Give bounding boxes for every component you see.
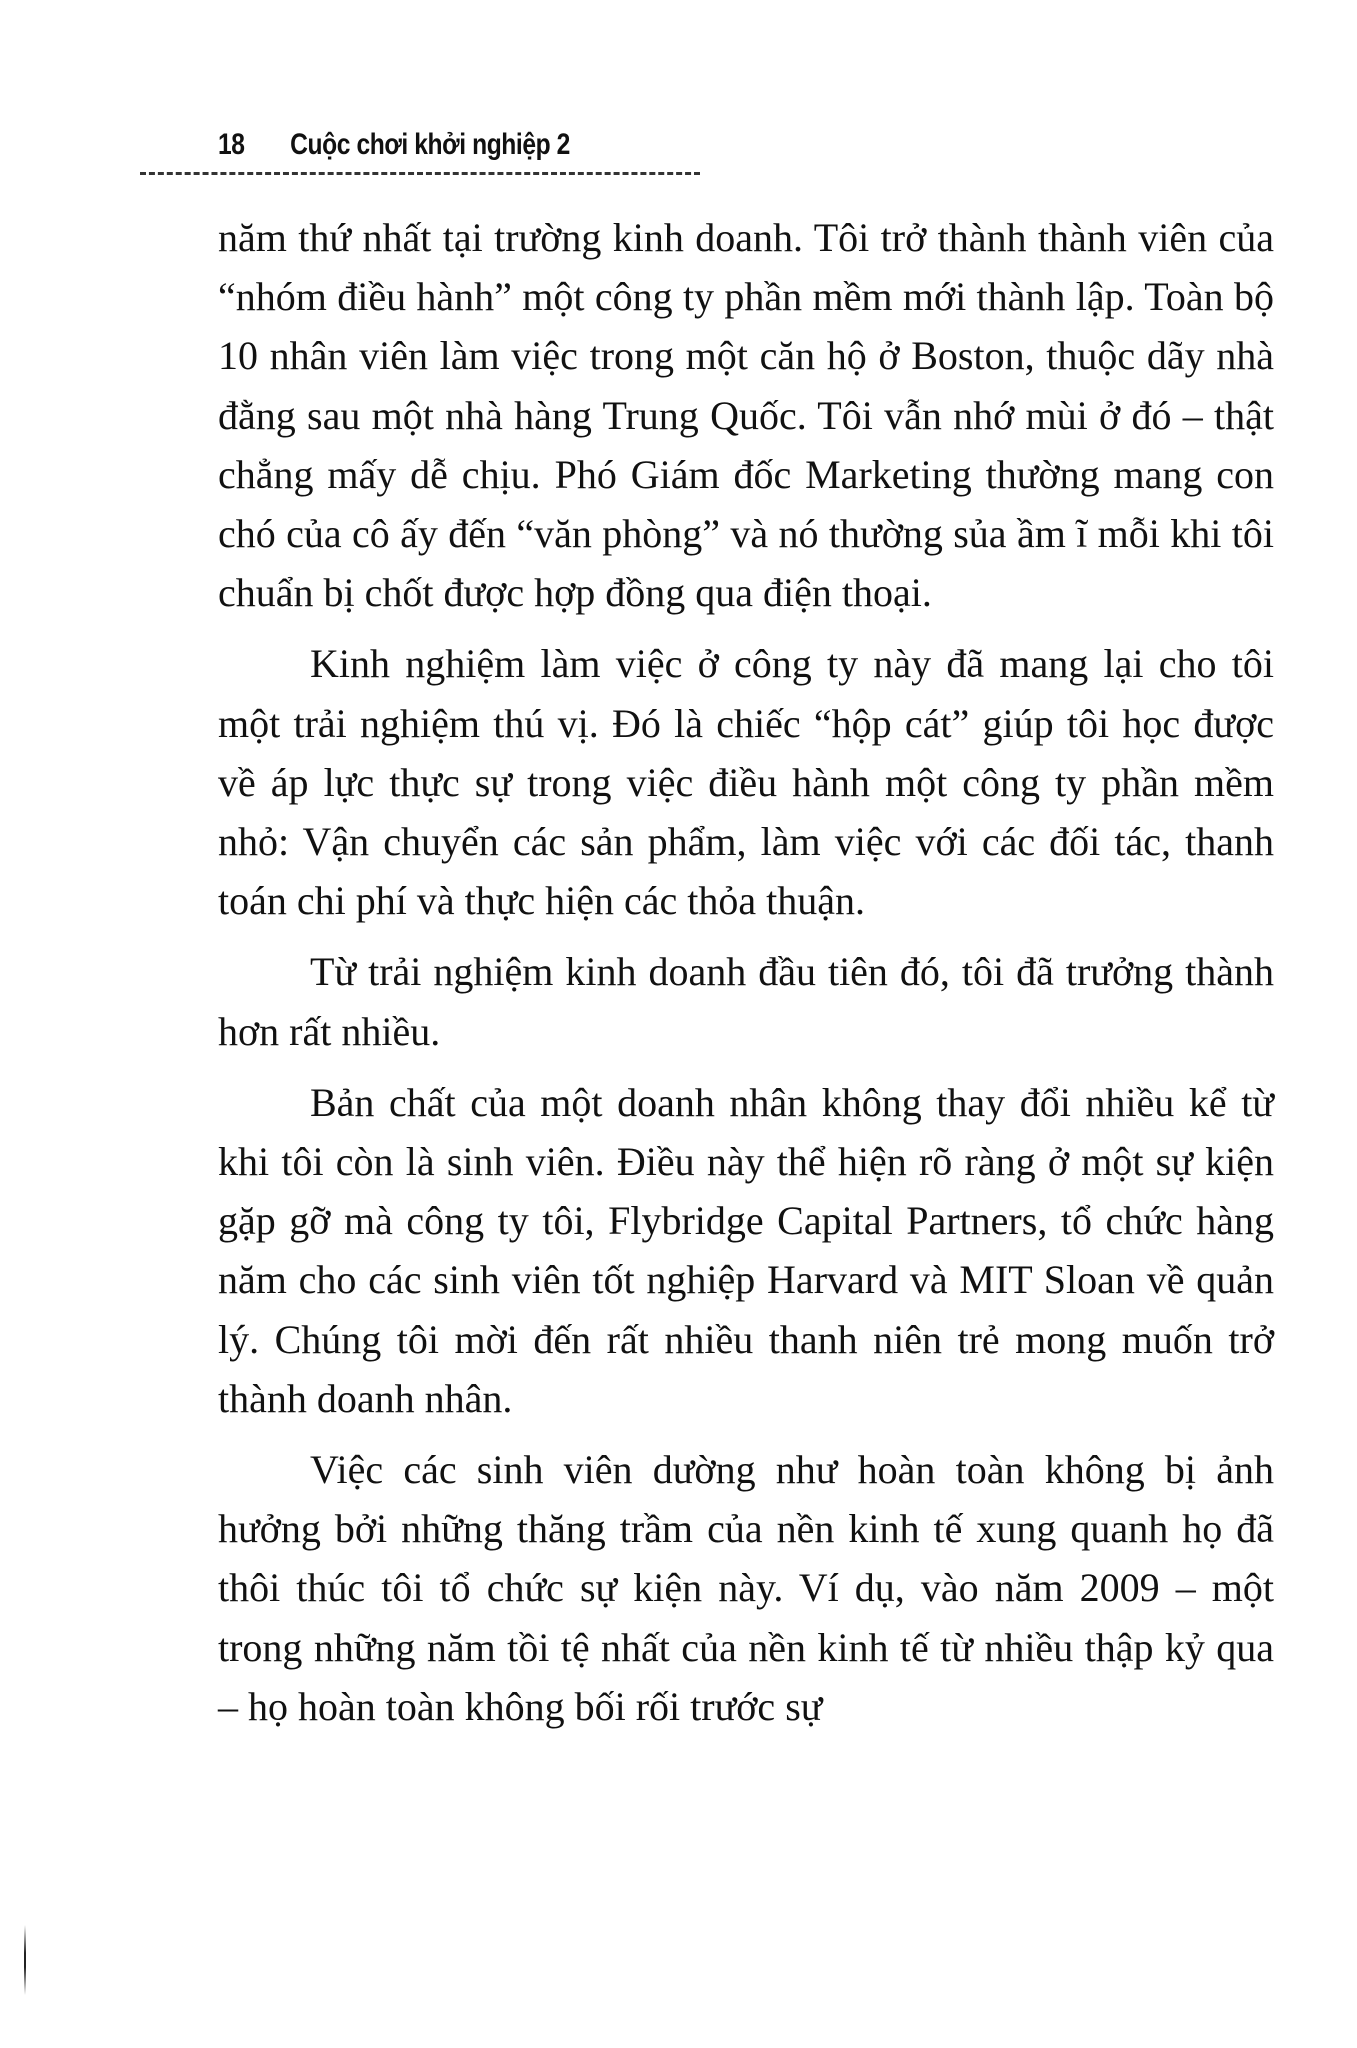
running-header	[218, 128, 570, 162]
paragraph: Kinh nghiệm làm việc ở công ty này đã mang lại cho tôi một trải nghiệm thú vị. Đó là chiếc “hộp cát” giúp tôi học được về áp lực thực sự trong việc điều hành một công ty phần mềm nhỏ: Vận chuyển các sản phẩm, làm việc với các đối tác, thanh toán chi phí và thực hiện các thỏa thuận.	[218, 641, 1274, 924]
header-dashed-rule	[140, 172, 700, 175]
paragraph: Việc các sinh viên dường như hoàn toàn không bị ảnh hưởng bởi những thăng trầm của nền kinh tế xung quanh họ đã thôi thúc tôi tổ chức sự kiện này. Ví dụ, vào năm 2009 – một trong những năm tồi tệ nhất của nền kinh tế từ nhiều thập kỷ qua – họ hoàn toàn không bối rối trước sự	[218, 1447, 1274, 1729]
running-title: Cuộc chơi khởi nghiệp 2	[290, 128, 570, 161]
paragraph: Bản chất của một doanh nhân không thay đổi nhiều kể từ khi tôi còn là sinh viên. Điều này thể hiện rõ ràng ở một sự kiện gặp gỡ mà công ty tôi, Flybridge Capital Partners, tổ chức hàng năm cho các sinh viên tốt nghiệp Harvard và MIT Sloan về quản lý. Chúng tôi mời đến rất nhiều thanh niên trẻ mong muốn trở thành doanh nhân.	[218, 1079, 1274, 1421]
page-number: 18	[218, 128, 245, 161]
scan-margin-mark	[24, 1925, 26, 1995]
paragraph: Từ trải nghiệm kinh doanh đầu tiên đó, tôi đã trưởng thành hơn rất nhiều.	[218, 949, 1274, 1054]
paragraph: năm thứ nhất tại trường kinh doanh. Tôi trở thành thành viên của “nhóm điều hành” một công ty phần mềm mới thành lập. Toàn bộ 10 nhân viên làm việc trong một căn hộ ở Boston, thuộc dãy nhà đằng sau một nhà hàng Trung Quốc. Tôi vẫn nhớ mùi ở đó – thật chẳng mấy dễ chịu. Phó Giám đốc Marketing thường mang con chó của cô ấy đến “văn phòng” và nó thường sủa ầm ĩ mỗi khi tôi chuẩn bị chốt được hợp đồng qua điện thoại.	[218, 215, 1274, 616]
body-text	[218, 208, 1274, 1736]
